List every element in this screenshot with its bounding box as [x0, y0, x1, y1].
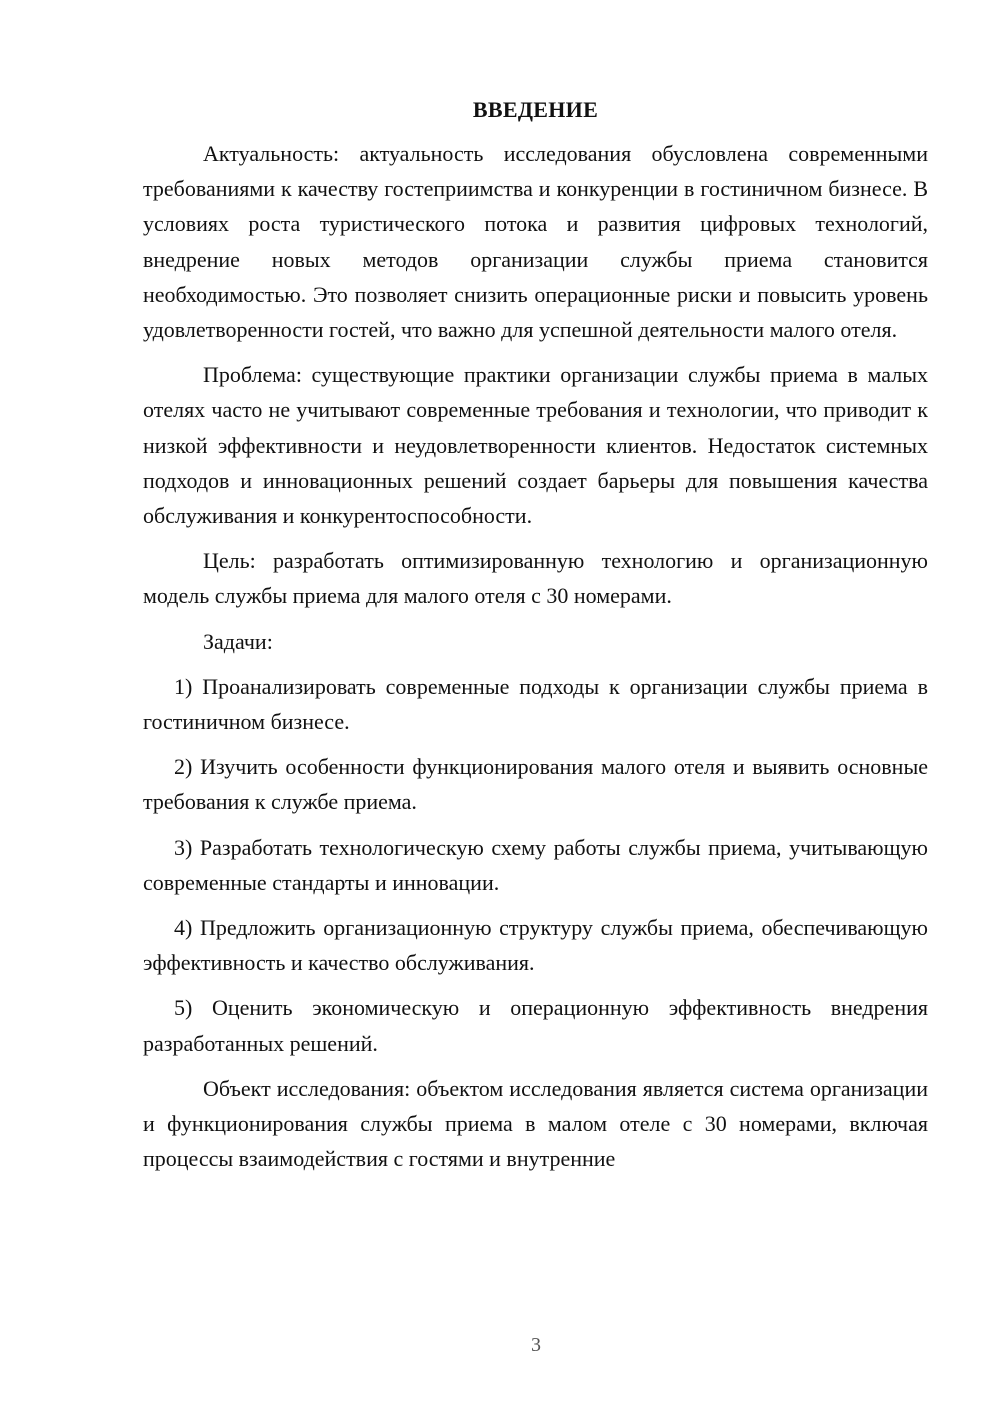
task-item-3: 3) Разработать технологическую схему работы службы приема, учитывающую современные стандарты и инновации. — [143, 834, 928, 895]
paragraph-problem: Проблема: существующие практики организации службы приема в малых отелях часто не учитывают современные требования и технологии, что приводит к низкой эффективности и неудовлетворенности клиентов. Недостаток системных подходов и инновационных решений создает барьеры для повышения качества обслуживания и конкурентоспособности. — [143, 362, 928, 529]
page-number: 3 — [531, 1334, 541, 1356]
paragraph-goal: Цель: разработать оптимизированную технологию и организационную модель службы приема для малого отеля с 30 номерами. — [143, 548, 928, 609]
paragraph-object: Объект исследования: объектом исследования является система организации и функционирования службы приема в малом отеле с 30 номерами, включая процессы взаимодействия с гостями и внутренние — [143, 1075, 928, 1172]
paragraph-relevance: Актуальность: актуальность исследования обусловлена современными требованиями к качеству гостеприимства и конкуренции в гостиничном бизнесе. В условиях роста туристического потока и развития цифровых технологий, внедрение новых методов организации службы приема становится необходимостью. Это позволяет снизить операционные риски и повысить уровень удовлетворенности гостей, что важно для успешной деятельности малого отеля. — [143, 141, 928, 343]
tasks-label: Задачи: — [203, 628, 273, 654]
task-item-5: 5) Оценить экономическую и операционную эффективность внедрения разработанных решений. — [143, 995, 928, 1056]
task-item-2: 2) Изучить особенности функционирования малого отеля и выявить основные требования к службе приема. — [143, 754, 928, 815]
document-body — [143, 92, 928, 1186]
task-item-1: 1) Проанализировать современные подходы к организации службы приема в гостиничном бизнесе. — [143, 673, 928, 735]
page-title: ВВЕДЕНИЕ — [472, 97, 599, 122]
task-item-4: 4) Предложить организационную структуру службы приема, обеспечивающую эффективность и качество обслуживания. — [143, 915, 928, 976]
